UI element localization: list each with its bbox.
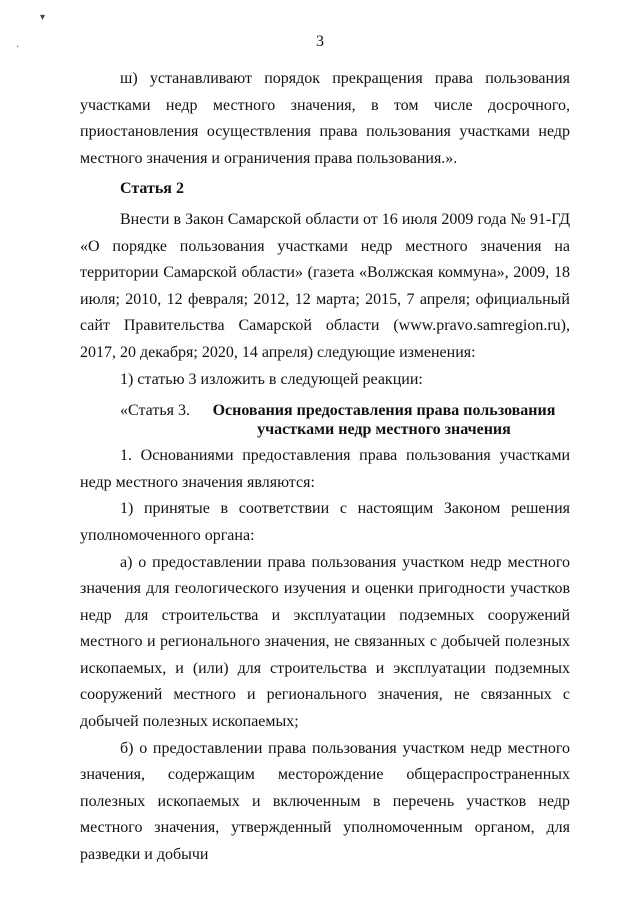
article-3-title: Основания предоставления права пользования участками недр местного значения — [212, 402, 556, 439]
paragraph-subpoint-b: б) о предоставлении права пользования участком недр местного значения, содержащим месторождение общераспространенных полезных ископаемых и включенным в перечень участков недр местного значения, утвержденный уполномоченным органом, для разведки и добычи — [80, 739, 570, 864]
paragraph-amendment-intro: Внести в Закон Самарской области от 16 июля 2009 года № 91-ГД «О порядке пользования участками недр местного значения на территории Самарской области» (газета «Волжская коммуна», 2009, 18 июля; 2010, 12 февраля; 2012, 12 марта; 2015, 7 апреля; официальный сайт Правительства Самарской области (www.pravo.samregion.ru), 2017, 20 декабря; 2020, 14 апреля) следующие изменения: — [80, 210, 570, 361]
scan-mark-top: ▾ — [40, 12, 46, 23]
paragraph-subpoint-a: а) о предоставлении права пользования участком недр местного значения для геологического изучения и оценки пригодности участков недр для строительства и эксплуатации подземных сооружений местного и регионального значения, не связанных с добычей полезных ископаемых, и (или) для строительства и эксплуатации подземных сооружений местного и регионального значения, не связанных с добычей полезных ископаемых; — [80, 553, 570, 731]
paragraph-point-1: 1. Основаниями предоставления права пользования участками недр местного значения являются: — [80, 447, 570, 491]
paragraph-item-sh: ш) устанавливают порядок прекращения права пользования участками недр местного значения, в том числе досрочного, приостановления осуществления права пользования участками недр местного значения и ограничения права пользования.». — [80, 70, 570, 167]
article-3-heading — [80, 401, 570, 439]
document-body — [80, 66, 570, 869]
page-number: 3 — [316, 33, 324, 50]
article-2-heading: Статья 2 — [120, 180, 184, 198]
paragraph-item-1: 1) статью 3 изложить в следующей реакции: — [120, 370, 423, 388]
scan-mark-left: · — [16, 42, 20, 53]
paragraph-subpoint-1: 1) принятые в соответствии с настоящим Законом решения уполномоченного органа: — [80, 500, 570, 544]
article-3-prefix: «Статья 3. — [120, 402, 190, 420]
